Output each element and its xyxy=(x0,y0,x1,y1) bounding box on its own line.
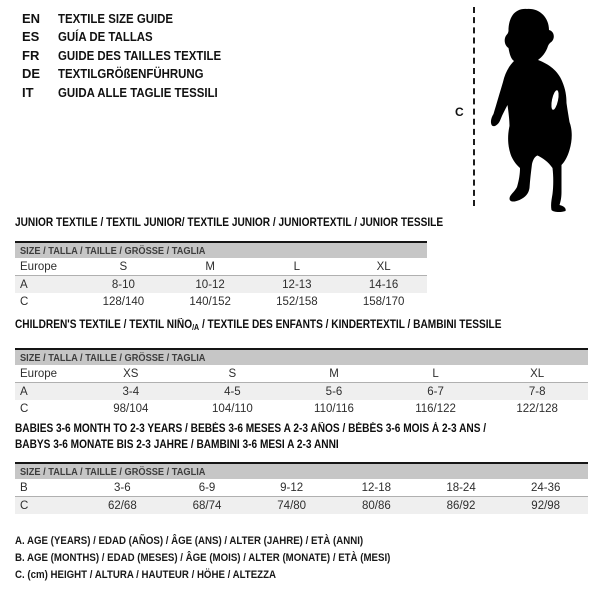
size-cell: L xyxy=(293,260,301,273)
value-cell: 6-9 xyxy=(198,481,216,494)
value-cell: 158/170 xyxy=(362,295,405,308)
junior-size-table xyxy=(15,241,427,310)
language-row xyxy=(22,28,243,47)
value-cell: 98/104 xyxy=(113,402,149,415)
value-cell: 74/80 xyxy=(277,499,307,512)
size-cell: S xyxy=(119,260,128,273)
height-measure-dashed-line xyxy=(473,7,475,206)
row-label: A xyxy=(20,278,28,291)
value-cell: 3-4 xyxy=(122,385,140,398)
value-cell: 4-5 xyxy=(224,385,241,398)
height-measure-label: C xyxy=(455,105,464,119)
value-cell: 92/98 xyxy=(531,499,561,512)
size-cell: XL xyxy=(376,260,391,273)
value-cell: 110/116 xyxy=(314,402,354,415)
row-label: C xyxy=(20,499,29,512)
value-cell: 12-13 xyxy=(282,278,312,291)
table-header-band: SIZE / TALLA / TAILLE / GRÖSSE / TAGLIA xyxy=(15,464,588,479)
value-cell: 128/140 xyxy=(102,295,145,308)
language-code: FR xyxy=(22,47,40,63)
footnote-b: B. AGE (MONTHS) / EDAD (MESES) / ÂGE (MOIS) / ALTER (MONATE) / ETÀ (MESI) xyxy=(15,552,391,564)
value-cell: 116/122 xyxy=(415,402,456,415)
size-cell: M xyxy=(329,367,339,380)
value-cell: 80/86 xyxy=(361,499,391,512)
row-label: B xyxy=(20,481,28,494)
table-row-europe xyxy=(15,258,427,276)
table-row-height xyxy=(15,497,588,514)
row-label: C xyxy=(20,295,29,308)
language-code: EN xyxy=(22,10,41,26)
value-cell: 86/92 xyxy=(446,499,476,512)
value-cell: 12-18 xyxy=(361,481,392,494)
language-label: TEXTILGRÖßENFÜHRUNG xyxy=(58,66,204,82)
size-cell: S xyxy=(228,367,237,380)
row-label: Europe xyxy=(20,367,58,380)
language-label: TEXTILE SIZE GUIDE xyxy=(58,10,174,26)
language-code: DE xyxy=(22,66,41,82)
value-cell: 24-36 xyxy=(530,481,561,494)
value-cell: 7-8 xyxy=(528,385,546,398)
table-row-age xyxy=(15,383,588,400)
value-cell: 8-10 xyxy=(111,278,135,291)
value-cell: 9-12 xyxy=(280,481,304,494)
table-row-months xyxy=(15,479,588,497)
baby-silhouette-icon xyxy=(481,4,581,214)
value-cell: 6-7 xyxy=(427,385,444,398)
section-title-children: CHILDREN'S TEXTILE / TEXTIL NIÑO/A / TEXTILE DES ENFANTS / KINDERTEXTIL / BAMBINI TESSILE xyxy=(15,319,502,332)
footnote-a: A. AGE (YEARS) / EDAD (AÑOS) / ÂGE (ANS) / ALTER (JAHRE) / ETÀ (ANNI) xyxy=(15,535,364,547)
language-row xyxy=(22,46,243,65)
section-title-junior: JUNIOR TEXTILE / TEXTIL JUNIOR/ TEXTILE JUNIOR / JUNIORTEXTIL / JUNIOR TESSILE xyxy=(15,217,444,229)
language-label: GUIDE DES TAILLES TEXTILE xyxy=(58,47,222,63)
size-cell: L xyxy=(432,367,439,380)
footnote-c: C. (cm) HEIGHT / ALTURA / HAUTEUR / HÖHE / ALTEZZA xyxy=(15,569,277,581)
size-cell: XS xyxy=(123,367,139,380)
value-cell: 62/68 xyxy=(107,499,137,512)
language-row xyxy=(22,65,243,84)
language-row xyxy=(22,9,243,28)
language-label: GUIDA ALLE TAGLIE TESSILI xyxy=(58,84,218,100)
table-header-band: SIZE / TALLA / TAILLE / GRÖSSE / TAGLIA xyxy=(15,350,588,365)
row-label: Europe xyxy=(20,260,58,273)
size-cell: XL xyxy=(530,367,545,380)
row-label: C xyxy=(20,402,29,415)
subscript-a: /A xyxy=(192,323,200,332)
table-row-height xyxy=(15,400,588,417)
value-cell: 68/74 xyxy=(192,499,222,512)
children-size-table xyxy=(15,348,588,417)
value-cell: 3-6 xyxy=(114,481,131,494)
size-cell: M xyxy=(205,260,215,273)
value-cell: 10-12 xyxy=(195,278,225,291)
value-cell: 104/110 xyxy=(212,402,253,415)
table-row-age xyxy=(15,276,427,293)
table-row-height xyxy=(15,293,427,310)
section-title-babies: BABIES 3-6 MONTH TO 2-3 YEARS / BEBÉS 3-6 MESES A 2-3 AÑOS / BÉBÉS 3-6 MOIS À 2-3 ANS / BABYS 3-6 MONATE BIS 2-3 JAHRE / BAMBINI 3-6 MESI A 2-3 ANNI xyxy=(15,423,487,451)
value-cell: 14-16 xyxy=(368,278,399,291)
value-cell: 140/152 xyxy=(189,295,231,308)
value-cell: 122/128 xyxy=(516,402,558,415)
language-code: IT xyxy=(22,84,34,100)
row-label: A xyxy=(20,385,28,398)
value-cell: 5-6 xyxy=(325,385,343,398)
value-cell: 152/158 xyxy=(276,295,318,308)
table-header-band: SIZE / TALLA / TAILLE / GRÖSSE / TAGLIA xyxy=(15,243,427,258)
language-title-block xyxy=(22,9,243,102)
value-cell: 18-24 xyxy=(446,481,476,494)
table-row-europe xyxy=(15,365,588,383)
language-row xyxy=(22,83,243,102)
babies-size-table xyxy=(15,462,588,514)
footnotes-block xyxy=(15,535,442,586)
language-label: GUÍA DE TALLAS xyxy=(58,29,153,45)
language-code: ES xyxy=(22,29,40,45)
